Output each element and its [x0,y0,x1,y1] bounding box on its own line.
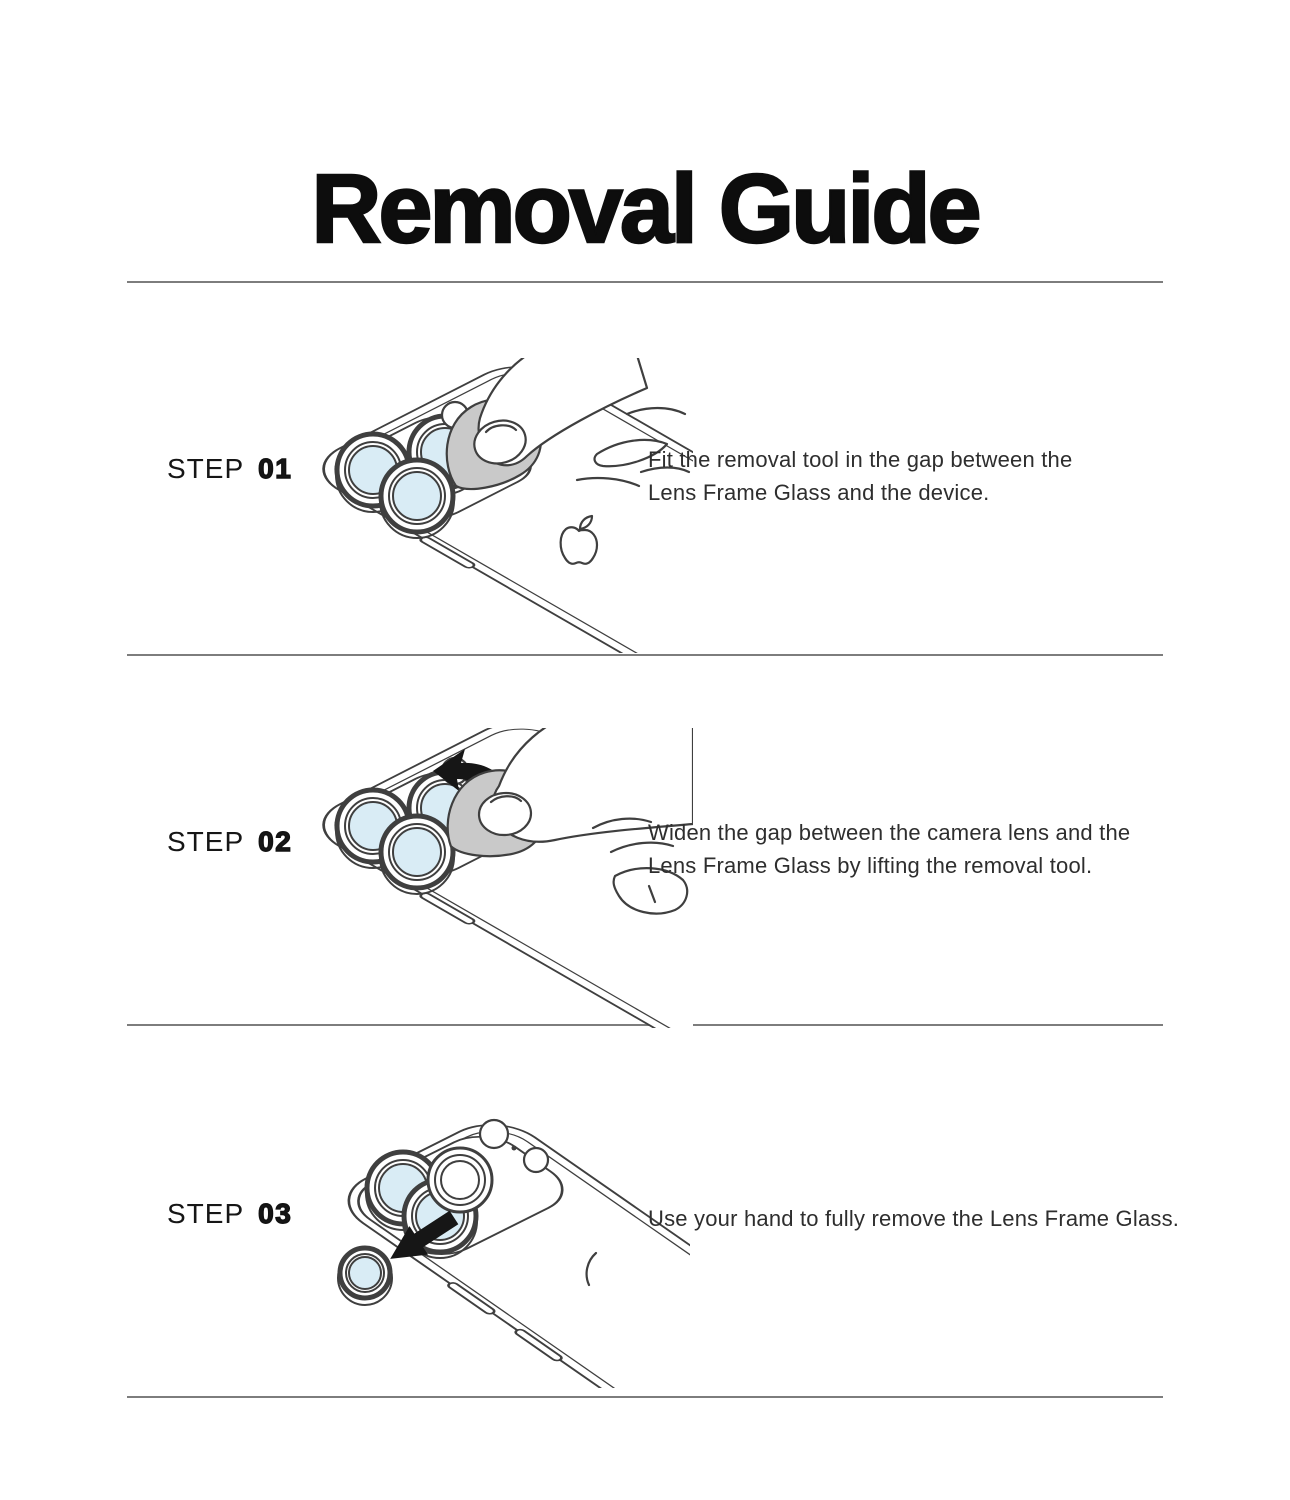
step-number: 01 [258,453,293,484]
description-line: Use your hand to fully remove the Lens Frame Glass. [648,1206,1180,1231]
step-number: 02 [258,826,293,857]
section-divider [127,1396,1163,1398]
step-02-label [167,825,292,859]
step-03-illustration [290,1098,690,1388]
bare-camera-lens-icon [428,1148,492,1212]
step-02-illustration [293,728,693,1028]
description-line: Widen the gap between the camera lens and the [648,820,1131,845]
step-01-label [167,452,292,486]
description-line: Lens Frame Glass and the device. [648,480,990,505]
camera-lens-icon [380,816,454,894]
step-number: 03 [258,1198,293,1229]
lidar-icon [524,1148,548,1172]
flash-icon [480,1120,508,1148]
section-divider [127,654,1163,656]
step-03-description [648,1202,1179,1235]
step-01-illustration [293,358,693,653]
step-word: STEP [167,453,245,484]
step-03-label [167,1197,292,1231]
description-line: Lens Frame Glass by lifting the removal tool. [648,853,1093,878]
mic-dot [512,1146,517,1151]
detached-lens-cap-icon [338,1248,392,1305]
page-title: Removal Guide [311,153,979,263]
description-line: Fit the removal tool in the gap between the [648,447,1073,472]
step-word: STEP [167,1198,245,1229]
step-02-description [648,816,1130,882]
section-divider [127,281,1163,283]
step-word: STEP [167,826,245,857]
step-01-description [648,443,1072,509]
camera-lens-icon [380,460,454,538]
